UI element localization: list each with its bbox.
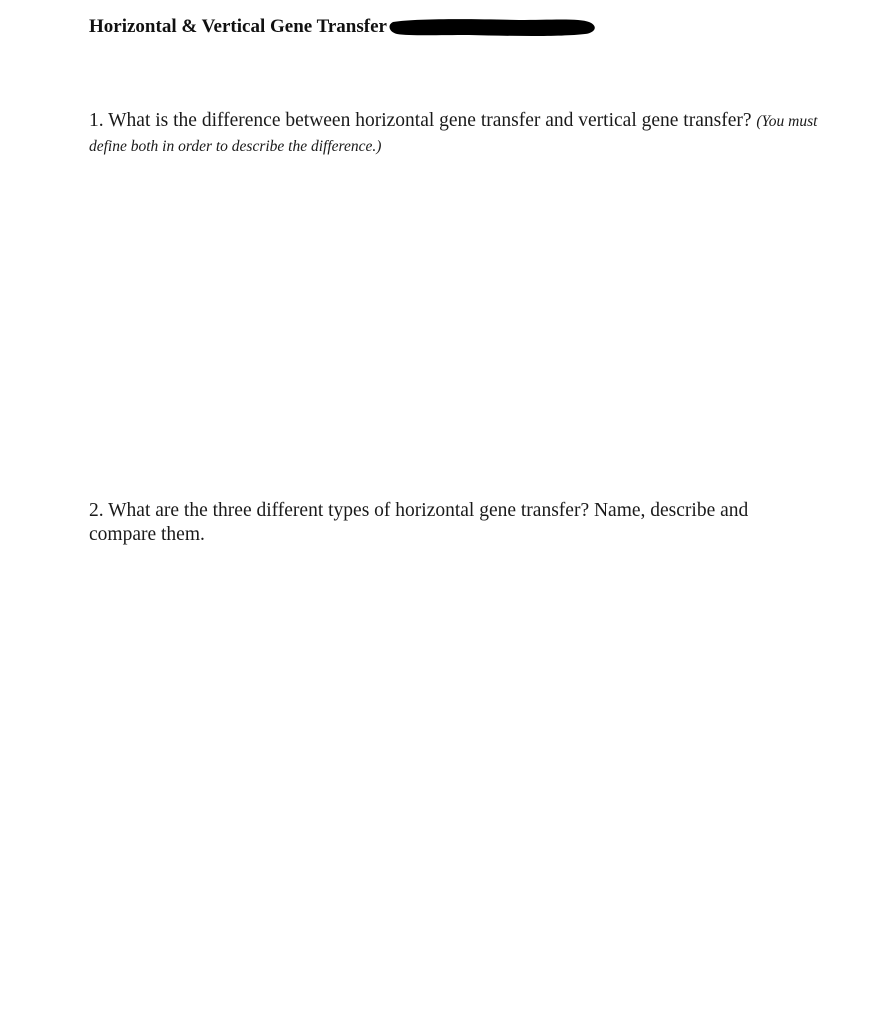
- title-row: [89, 14, 597, 40]
- question-1: [89, 109, 819, 159]
- page-title: Horizontal & Vertical Gene Transfer: [89, 16, 387, 37]
- question-2: [89, 499, 789, 547]
- question-1-note: (You must define both in order to describe the difference.): [89, 113, 818, 155]
- question-2-text: 2. What are the three different types of horizontal gene transfer? Name, describe and compare them.: [89, 500, 749, 545]
- question-1-text: 1. What is the difference between horizontal gene transfer and vertical gene transfer?: [89, 110, 752, 131]
- redaction-mark: [389, 16, 597, 38]
